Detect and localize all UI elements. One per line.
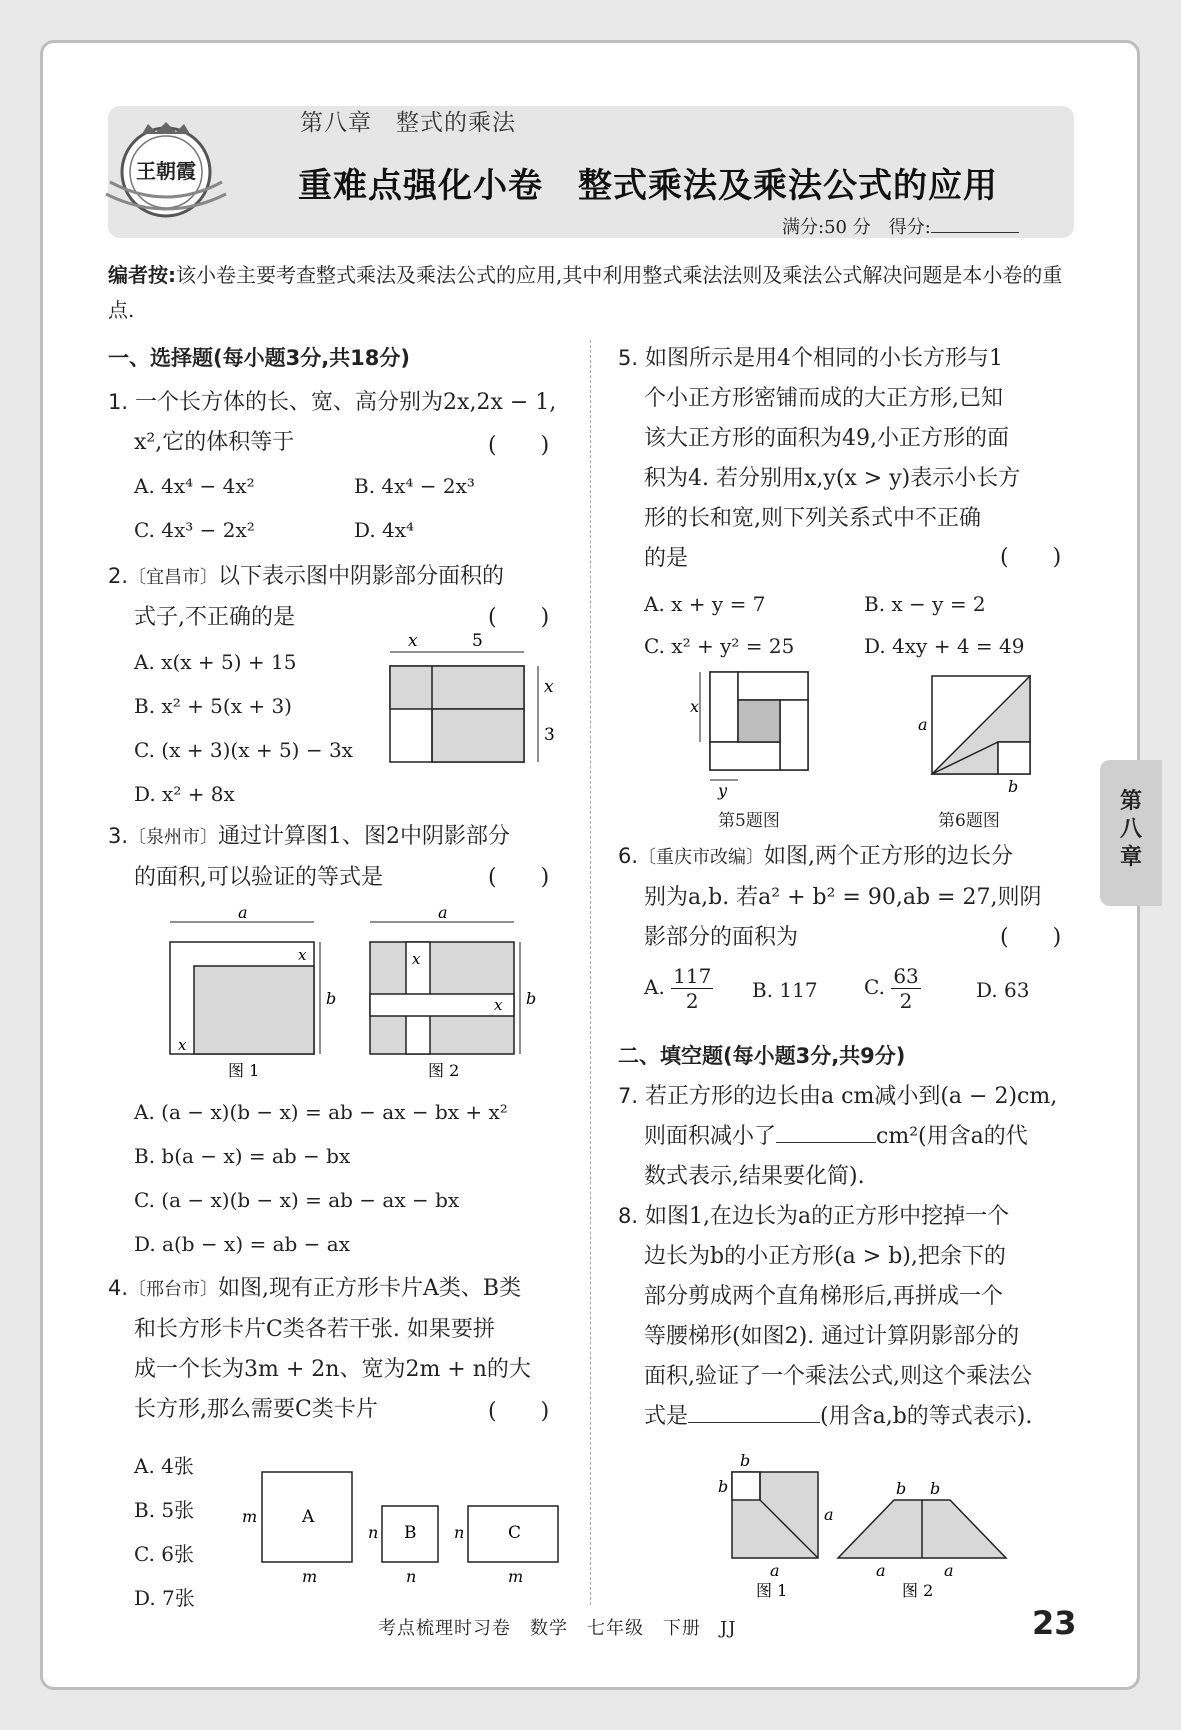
q3-option-a: A. (a − x)(b − x) = ab − ax − bx + x² bbox=[134, 1100, 508, 1124]
q3-source-tag: 〔泉州市〕 bbox=[128, 827, 219, 848]
q6-option-c-denominator: 2 bbox=[899, 989, 913, 1013]
q6-answer-paren: ( ) bbox=[1000, 925, 1062, 950]
q5-line3: 该大正方形的面积为49,小正方形的面 bbox=[644, 426, 1009, 451]
q8-fig1-label-b-top: b bbox=[740, 1451, 751, 1470]
q4-option-d: D. 7张 bbox=[134, 1586, 195, 1610]
q2-number: 2. bbox=[108, 564, 129, 588]
q5-number: 5. bbox=[618, 346, 639, 370]
editor-note-text: 该小卷主要考查整式乘法及乘法公式的应用,其中利用整式乘法法则及乘法公式解决问题是本小卷的重点. bbox=[108, 263, 1063, 322]
q8-line6-pre: 式是 bbox=[644, 1404, 689, 1429]
q6-option-a bbox=[644, 964, 713, 1013]
q5-figure bbox=[690, 668, 840, 822]
q3-option-b: B. b(a − x) = ab − bx bbox=[134, 1144, 351, 1168]
section1-title: 一、选择题(每小题3分,共18分) bbox=[108, 346, 411, 370]
q6-option-c-prefix: C. bbox=[864, 975, 885, 999]
question-7 bbox=[618, 1076, 1088, 1197]
q6-fig-label-b: b bbox=[1008, 777, 1019, 796]
q4-card-b-bottom-n: n bbox=[406, 1567, 417, 1586]
publisher-logo bbox=[104, 120, 228, 224]
q7-number: 7. bbox=[618, 1084, 639, 1108]
q5-option-a: A. x + y = 7 bbox=[644, 592, 766, 616]
q4-card-c-label: C bbox=[508, 1523, 522, 1543]
section2-title: 二、填空题(每小题3分,共9分) bbox=[618, 1044, 906, 1068]
column-divider bbox=[590, 340, 591, 1605]
q6-number: 6. bbox=[618, 844, 639, 868]
footer-text: 考点梳理时习卷 数学 七年级 下册 JJ bbox=[378, 1618, 737, 1639]
q8-fig1-caption: 图 1 bbox=[756, 1581, 788, 1600]
q8-fig1-label-a-bottom: a bbox=[770, 1561, 780, 1580]
q5-option-c: C. x² + y² = 25 bbox=[644, 634, 795, 658]
q2-fig-label-x-right: x bbox=[544, 677, 554, 697]
q4-card-a-label: A bbox=[302, 1507, 315, 1527]
q3-fig1-label-a: a bbox=[238, 903, 248, 922]
q5-option-b: B. x − y = 2 bbox=[864, 592, 986, 616]
q5-fig-label-x: x bbox=[690, 697, 700, 716]
q4-option-a: A. 4张 bbox=[134, 1454, 194, 1478]
side-tab-line1: 第 bbox=[1119, 789, 1142, 814]
q8-line1: 如图1,在边长为a的正方形中挖掉一个 bbox=[645, 1204, 1010, 1229]
q8-fig2-label-b2: b bbox=[930, 1479, 941, 1498]
q1-line1: 一个长方体的长、宽、高分别为2x,2x − 1, bbox=[135, 390, 557, 415]
q6-line3: 影部分的面积为 bbox=[644, 925, 799, 950]
q4-card-a-bottom-m: m bbox=[302, 1567, 318, 1586]
q8-line3: 部分剪成两个直角梯形后,再拼成一个 bbox=[644, 1284, 1003, 1309]
q5-caption: 第5题图 bbox=[718, 811, 780, 831]
q4-card-c-side-n: n bbox=[454, 1523, 465, 1542]
svg-text:王朝霞: 王朝霞 bbox=[136, 159, 196, 183]
q5-line6: 的是 bbox=[644, 546, 689, 571]
q8-line6-post: (用含a,b的等式表示). bbox=[820, 1404, 1033, 1429]
q3-fig1-caption: 图 1 bbox=[228, 1061, 260, 1080]
q1-option-b: B. 4x⁴ − 2x³ bbox=[354, 474, 475, 498]
q2-option-a: A. x(x + 5) + 15 bbox=[134, 650, 297, 674]
q8-fig2-label-a1: a bbox=[876, 1561, 886, 1580]
q3-line2: 的面积,可以验证的等式是 bbox=[134, 865, 383, 890]
chapter-side-tab bbox=[1100, 760, 1162, 906]
q8-fig1-label-b-left: b bbox=[718, 1477, 729, 1496]
q2-option-b: B. x² + 5(x + 3) bbox=[134, 694, 292, 718]
q6-option-c bbox=[864, 964, 921, 1013]
q6-option-a-denominator: 2 bbox=[685, 989, 699, 1013]
page-number: 23 bbox=[1032, 1604, 1077, 1642]
q4-option-c: C. 6张 bbox=[134, 1542, 195, 1566]
q4-card-a-side-m: m bbox=[242, 1507, 258, 1526]
q7-line1: 若正方形的边长由a cm减小到(a − 2)cm, bbox=[645, 1084, 1058, 1109]
q3-option-d: D. a(b − x) = ab − ax bbox=[134, 1232, 350, 1256]
side-tab-line2: 八 bbox=[1119, 817, 1142, 842]
q3-line1: 通过计算图1、图2中阴影部分 bbox=[218, 824, 511, 849]
q1-number: 1. bbox=[108, 390, 129, 414]
q7-answer-blank[interactable] bbox=[776, 1122, 876, 1143]
question-8 bbox=[618, 1196, 1088, 1437]
q8-fig2-label-a2: a bbox=[944, 1561, 954, 1580]
q3-option-c: C. (a − x)(b − x) = ab − ax − bx bbox=[134, 1188, 460, 1212]
q2-fig-label-x-top: x bbox=[408, 631, 418, 651]
page-title: 重难点强化小卷 整式乘法及乘法公式的应用 bbox=[298, 166, 998, 206]
q1-option-a: A. 4x⁴ − 4x² bbox=[134, 474, 255, 498]
q6-figure bbox=[910, 668, 1050, 802]
q5-line4: 积为4. 若分别用x,y(x > y)表示小长方 bbox=[644, 466, 1021, 491]
q4-source-tag: 〔邢台市〕 bbox=[128, 1279, 219, 1300]
q1-line2: x²,它的体积等于 bbox=[134, 430, 295, 455]
q3-fig2-label-x1: x bbox=[412, 950, 421, 968]
q6-option-c-numerator: 63 bbox=[893, 964, 919, 988]
q2-option-d: D. x² + 8x bbox=[134, 782, 235, 806]
q3-fig1-label-b: b bbox=[326, 989, 337, 1008]
q7-line3: 数式表示,结果要化简). bbox=[644, 1164, 865, 1189]
editor-note bbox=[108, 258, 1078, 328]
q2-line2: 式子,不正确的是 bbox=[134, 605, 295, 630]
q5-option-d: D. 4xy + 4 = 49 bbox=[864, 634, 1025, 658]
q1-option-d: D. 4x⁴ bbox=[354, 518, 415, 542]
q3-answer-paren: ( ) bbox=[488, 865, 550, 890]
q3-fig1-label-x1: x bbox=[298, 946, 307, 964]
score-label: 满分:50 分 得分: bbox=[782, 217, 931, 238]
q5-line5: 形的长和宽,则下列关系式中不正确 bbox=[644, 506, 981, 531]
q4-line2: 和长方形卡片C类各若干张. 如果要拼 bbox=[134, 1317, 495, 1342]
q4-line3: 成一个长为3m + 2n、宽为2m + n的大 bbox=[134, 1357, 531, 1382]
q2-option-c: C. (x + 3)(x + 5) − 3x bbox=[134, 738, 353, 762]
editor-note-label: 编者按: bbox=[108, 263, 176, 287]
q2-figure bbox=[380, 632, 560, 776]
q8-fig2-label-b1: b bbox=[896, 1479, 907, 1498]
q3-figure-2 bbox=[360, 903, 540, 1086]
q8-number: 8. bbox=[618, 1204, 639, 1228]
score-line bbox=[782, 213, 1019, 239]
q5-fig-label-y: y bbox=[718, 781, 728, 800]
q4-line4: 长方形,那么需要C类卡片 bbox=[134, 1397, 378, 1422]
q6-fig-label-a: a bbox=[918, 715, 928, 734]
q1-option-c: C. 4x³ − 2x² bbox=[134, 518, 255, 542]
q4-card-c-bottom-m: m bbox=[508, 1567, 524, 1586]
q8-figure-1 bbox=[710, 1450, 840, 1604]
q7-line2-pre: 则面积减小了 bbox=[644, 1124, 777, 1149]
q3-fig2-label-a: a bbox=[438, 903, 448, 922]
q6-option-b: B. 117 bbox=[752, 978, 818, 1002]
q1-answer-paren: ( ) bbox=[488, 433, 550, 458]
q3-figure-1 bbox=[160, 903, 340, 1086]
q5-line2: 个小正方形密铺而成的大正方形,已知 bbox=[644, 386, 1003, 411]
q6-option-a-prefix: A. bbox=[644, 975, 665, 999]
q7-line2-post: cm²(用含a的代 bbox=[876, 1124, 1028, 1149]
q6-line2: 别为a,b. 若a² + b² = 90,ab = 27,则阴 bbox=[644, 885, 1042, 910]
q4-card-b-label: B bbox=[404, 1523, 417, 1543]
q4-answer-paren: ( ) bbox=[488, 1399, 550, 1424]
q8-figure-2 bbox=[832, 1476, 1012, 1604]
q2-fig-label-5: 5 bbox=[472, 631, 483, 651]
q6-option-d: D. 63 bbox=[976, 978, 1030, 1002]
q3-fig2-label-b: b bbox=[526, 989, 537, 1008]
q4-cards-figure bbox=[240, 1464, 570, 1598]
q6-line1: 如图,两个正方形的边长分 bbox=[764, 844, 1014, 869]
chapter-label: 第八章 整式的乘法 bbox=[300, 110, 516, 136]
q5-answer-paren: ( ) bbox=[1000, 545, 1062, 570]
q8-answer-blank[interactable] bbox=[688, 1402, 820, 1423]
q2-fig-label-3: 3 bbox=[544, 725, 555, 745]
side-tab-line3: 章 bbox=[1119, 845, 1142, 870]
q3-fig1-label-x2: x bbox=[178, 1036, 187, 1054]
q4-number: 4. bbox=[108, 1276, 129, 1300]
q8-line5: 面积,验证了一个乘法公式,则这个乘法公 bbox=[644, 1364, 1032, 1389]
q2-answer-paren: ( ) bbox=[488, 605, 550, 630]
q5-line1: 如图所示是用4个相同的小长方形与1 bbox=[645, 346, 1004, 371]
q6-caption: 第6题图 bbox=[938, 811, 1000, 831]
q6-source-tag: 〔重庆市改编〕 bbox=[638, 847, 765, 868]
q6-option-a-numerator: 117 bbox=[673, 964, 712, 988]
score-blank bbox=[931, 218, 1019, 233]
q2-line1: 以下表示图中阴影部分面积的 bbox=[218, 564, 505, 589]
q8-fig2-caption: 图 2 bbox=[902, 1581, 934, 1600]
q4-line1: 如图,现有正方形卡片A类、B类 bbox=[218, 1276, 522, 1301]
q4-card-b-side-n: n bbox=[368, 1523, 379, 1542]
q3-fig2-label-x2: x bbox=[494, 996, 503, 1014]
q3-fig2-caption: 图 2 bbox=[428, 1061, 460, 1080]
q3-number: 3. bbox=[108, 824, 129, 848]
q4-option-b: B. 5张 bbox=[134, 1498, 195, 1522]
q8-fig1-label-a-right: a bbox=[824, 1505, 834, 1524]
q8-line2: 边长为b的小正方形(a > b),把余下的 bbox=[644, 1244, 1006, 1269]
q8-line4: 等腰梯形(如图2). 通过计算阴影部分的 bbox=[644, 1324, 1020, 1349]
q2-source-tag: 〔宜昌市〕 bbox=[128, 567, 219, 588]
